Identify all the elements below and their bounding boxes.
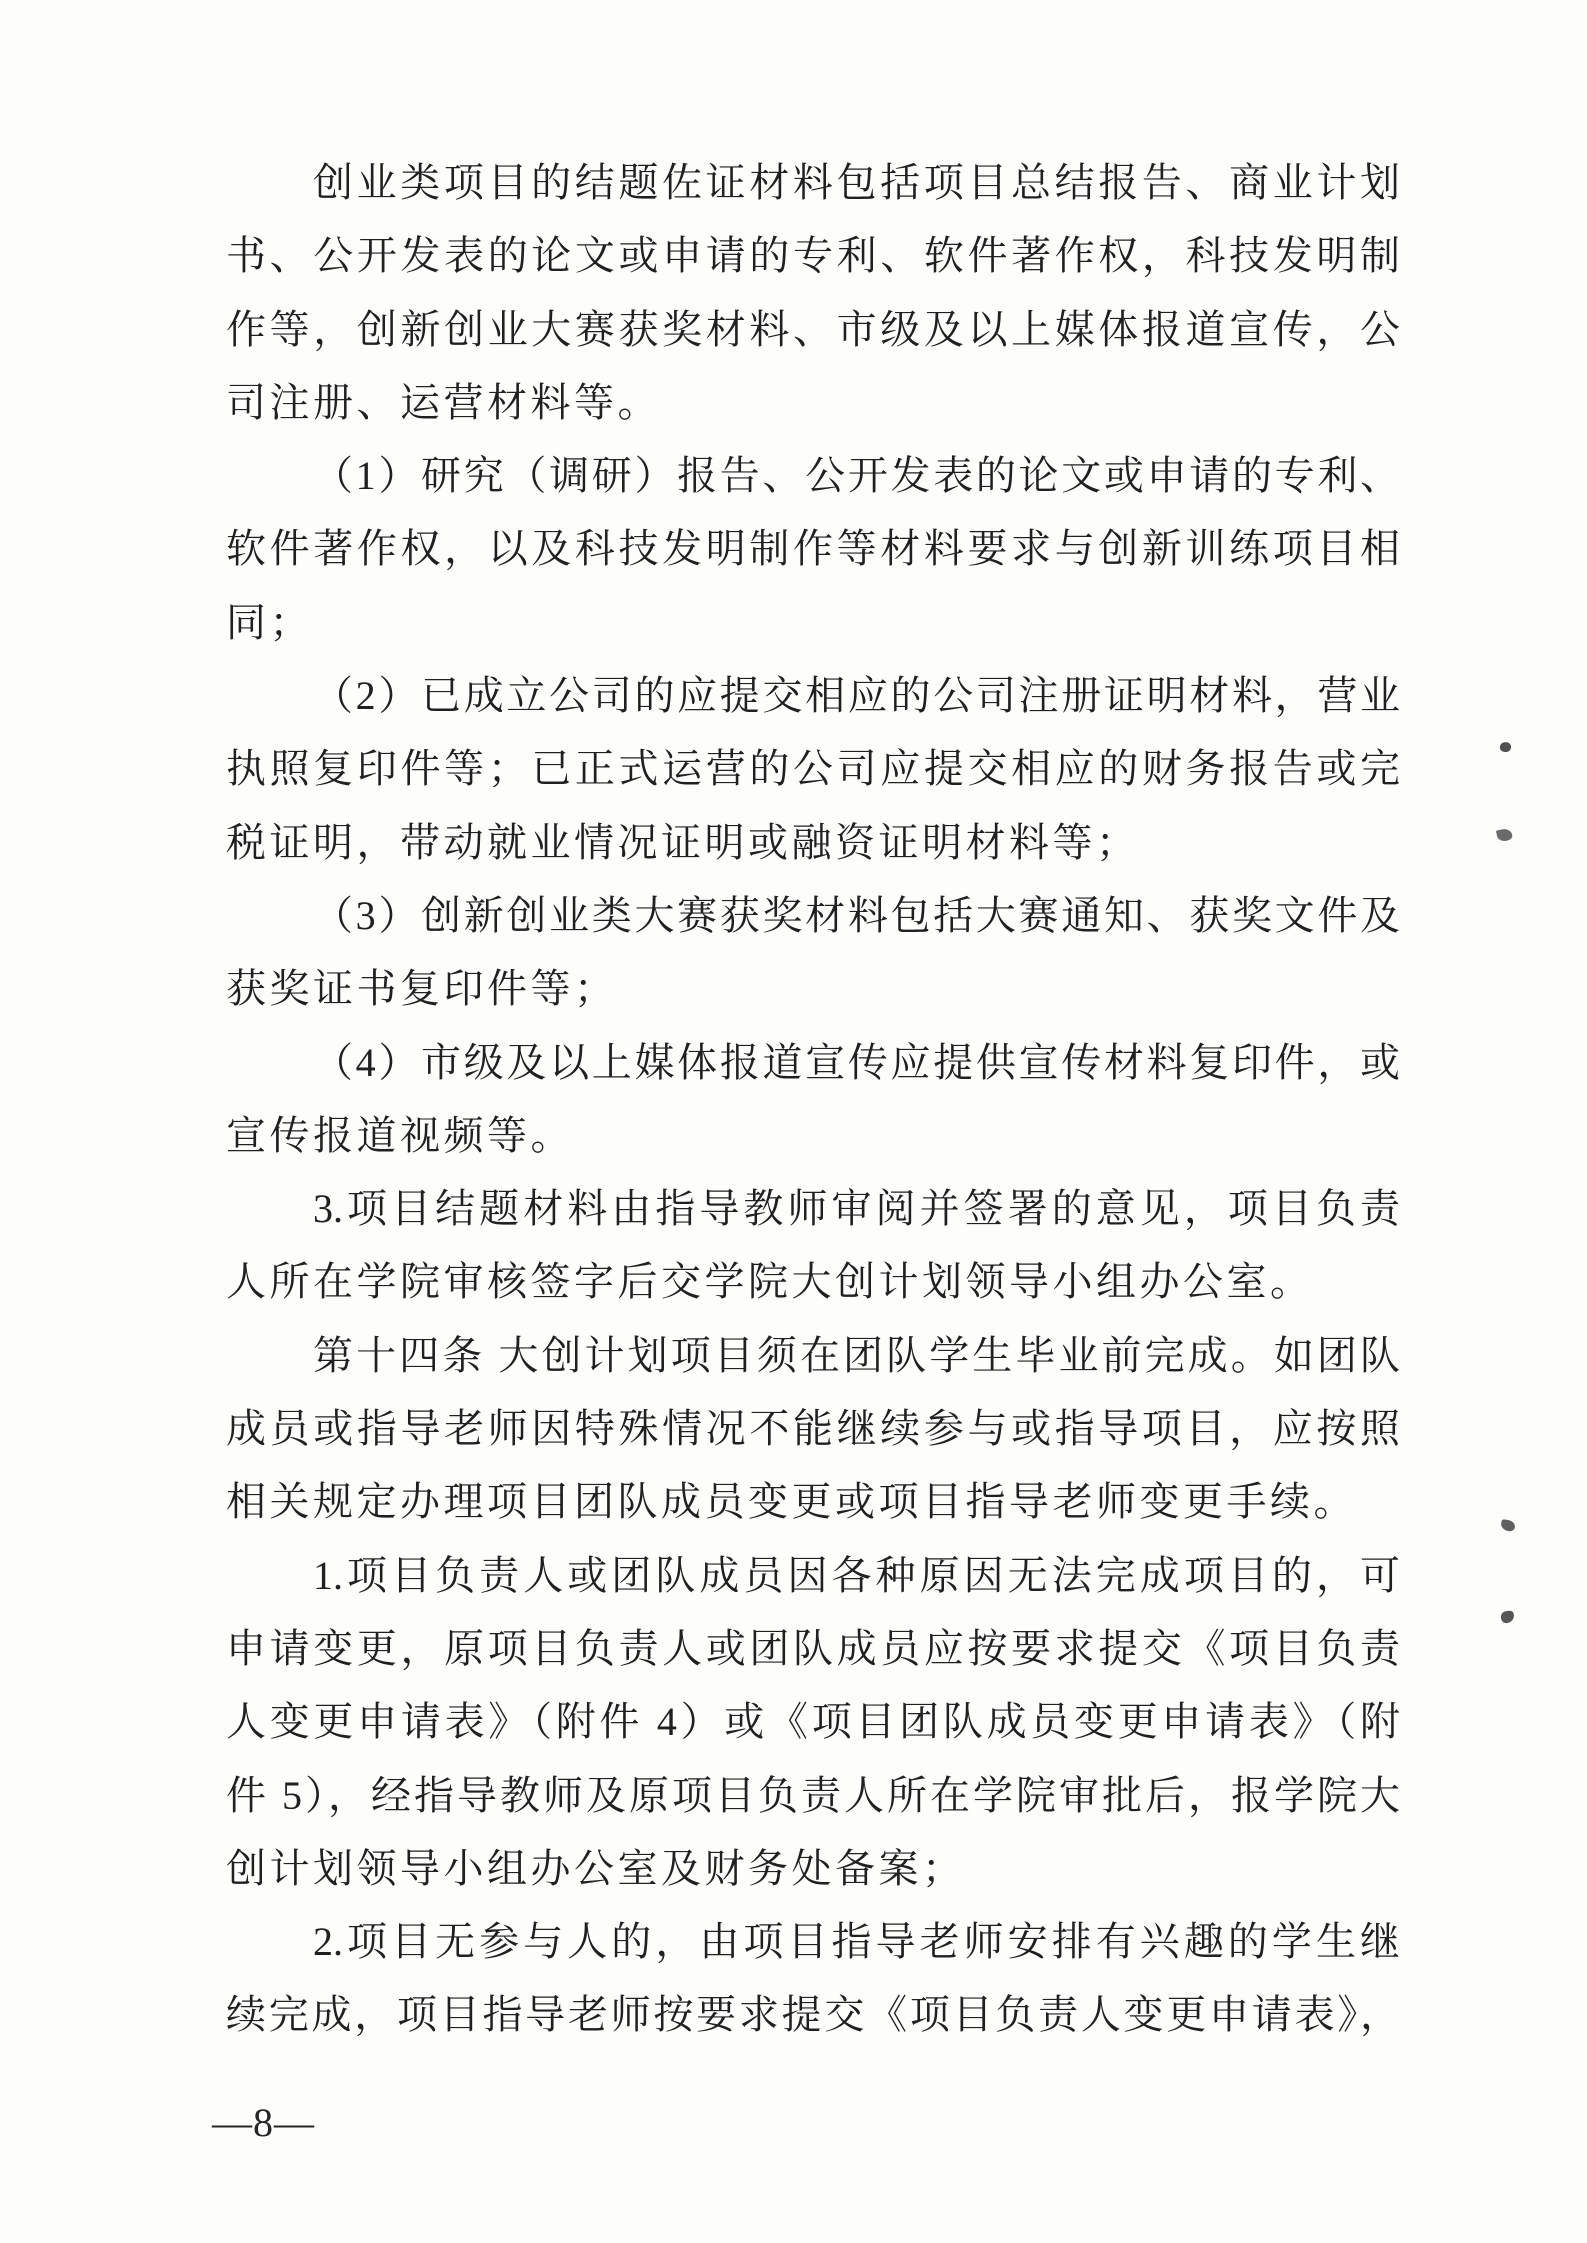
page-number: —8—: [212, 2100, 315, 2145]
text-line: 宣传报道视频等。: [226, 1112, 574, 1158]
text-line: 1.项目负责人或团队成员因各种原因无法完成项目的，可: [313, 1552, 1400, 1598]
text-line: 成员或指导老师因特殊情况不能继续参与或指导项目，应按照: [226, 1406, 1400, 1452]
text-line: 创业类项目的结题佐证材料包括项目总结报告、商业计划: [313, 160, 1400, 205]
scan-speck: [1499, 741, 1512, 753]
text-line: 续完成，项目指导老师按要求提交《项目负责人变更申请表》，: [226, 1992, 1400, 2038]
text-line: 司注册、运营材料等。: [226, 379, 661, 425]
scan-speck: [1496, 828, 1513, 843]
text-line: 人变更申请表》（附件 4）或《项目团队成员变更申请表》（附: [226, 1699, 1400, 1745]
scan-speck: [1500, 1610, 1514, 1623]
text-line: 第十四条 大创计划项目须在团队学生毕业前完成。如团队: [313, 1332, 1400, 1378]
text-line: （1）研究（调研）报告、公开发表的论文或申请的专利、: [313, 453, 1400, 499]
text-line: 执照复印件等；已正式运营的公司应提交相应的财务报告或完: [226, 746, 1400, 792]
text-line: （4）市级及以上媒体报道宣传应提供宣传材料复印件，或: [313, 1039, 1400, 1085]
text-line: 软件著作权，以及科技发明制作等材料要求与创新训练项目相: [226, 526, 1400, 572]
text-line: 申请变更，原项目负责人或团队成员应按要求提交《项目负责: [226, 1625, 1400, 1671]
text-line: 书、公开发表的论文或申请的专利、软件著作权，科技发明制: [226, 233, 1400, 279]
document-body-text: [226, 146, 1400, 2052]
text-line: 相关规定办理项目团队成员变更或项目指导老师变更手续。: [226, 1479, 1357, 1525]
text-line: （2）已成立公司的应提交相应的公司注册证明材料，营业: [313, 673, 1400, 719]
text-line: （3）创新创业类大赛获奖材料包括大赛通知、获奖文件及: [313, 892, 1400, 938]
text-line: 作等，创新创业大赛获奖材料、市级及以上媒体报道宣传，公: [226, 306, 1400, 352]
text-line: 2.项目无参与人的，由项目指导老师安排有兴趣的学生继: [313, 1919, 1400, 1965]
text-line: 同；: [226, 599, 313, 645]
text-line: 创计划领导小组办公室及财务处备案；: [226, 1845, 966, 1891]
text-line: 3.项目结题材料由指导教师审阅并签署的意见，项目负责: [313, 1186, 1400, 1232]
text-line: 人所在学院审核签字后交学院大创计划领导小组办公室。: [226, 1259, 1314, 1305]
text-line: 件 5），经指导教师及原项目负责人所在学院审批后，报学院大: [226, 1772, 1400, 1818]
text-line: 税证明，带动就业情况证明或融资证明材料等；: [226, 819, 1140, 865]
scan-speck: [1500, 1519, 1515, 1532]
text-line: 获奖证书复印件等；: [226, 966, 618, 1012]
